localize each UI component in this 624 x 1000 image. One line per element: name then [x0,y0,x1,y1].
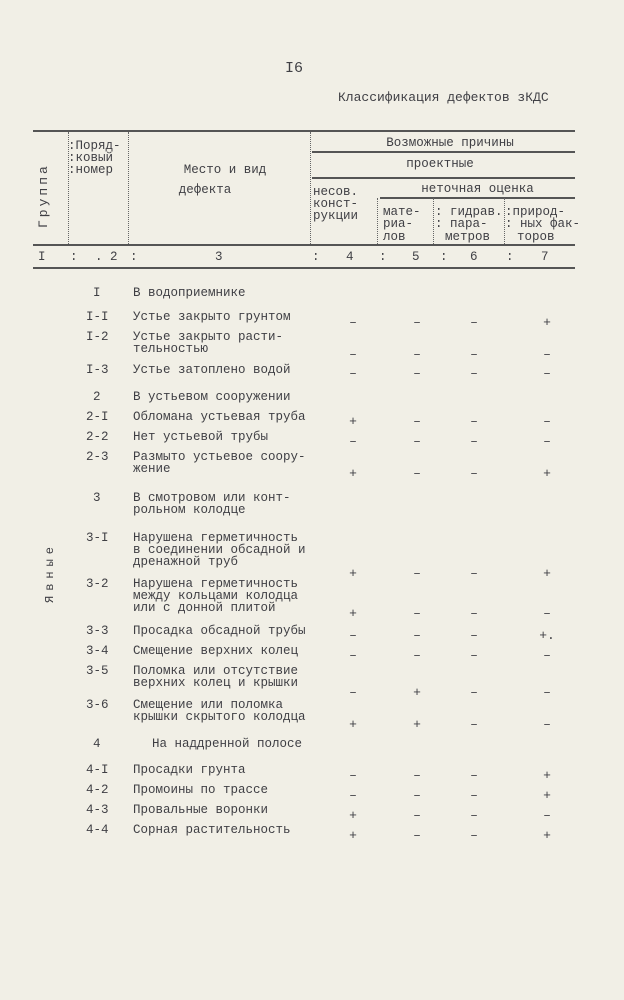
row-number: 3-6 [86,698,109,712]
row-text: Нарушена герметичность [133,577,299,591]
cause-mark: – [470,717,478,732]
cause-mark: + [349,566,357,581]
cause-mark: – [470,466,478,481]
cause-mark: + [349,808,357,823]
cause-mark: – [470,414,478,429]
cause-mark: – [543,606,551,621]
row-text: или с донной плитой [133,601,276,615]
cause-mark: – [470,434,478,449]
colnum-1: I [38,250,46,264]
cause-mark: – [543,434,551,449]
cause-mark: + [543,828,551,843]
cause-mark: – [413,808,421,823]
col-divider-5 [433,198,434,244]
row-number: I [93,286,101,300]
header-top-rule [33,130,575,132]
header-nesov-line1: несов. [313,185,359,199]
cause-mark: + [543,566,551,581]
row-text: На наддренной полосе [152,737,303,751]
page-number: I6 [285,60,304,77]
col-divider-2 [128,132,129,244]
cause-mark: – [349,788,357,803]
row-number: I-I [86,310,109,324]
cause-mark: – [349,685,357,700]
header-num-line1: :Поряд- [68,139,121,153]
header-nesov-line3: рукции [313,209,359,223]
cause-mark: – [470,347,478,362]
cause-mark: – [349,628,357,643]
row-number: I-2 [86,330,109,344]
row-text: Устье затоплено водой [133,363,291,377]
cause-mark: – [413,347,421,362]
row-text: Провальные воронки [133,803,269,817]
cause-mark: – [543,808,551,823]
cause-mark: – [470,808,478,823]
header-possible-causes: Возможные причины [386,136,514,150]
cause-mark: – [349,434,357,449]
row-text: В смотровом или конт- [133,491,291,505]
header-nat-line1: :природ- [505,205,566,219]
col-divider-4 [377,198,378,244]
colnum-6: 6 [470,250,478,264]
header-group: Группа [36,163,51,228]
row-text: Просадка обсадной трубы [133,624,306,638]
cause-mark: – [413,366,421,381]
cause-mark: – [543,717,551,732]
cause-mark: – [470,648,478,663]
cause-mark: +. [539,628,555,643]
cause-mark: + [349,414,357,429]
cause-mark: + [349,717,357,732]
row-text: жение [133,462,171,476]
header-mat-line3: лов [383,230,406,244]
row-text: В водоприемнике [133,286,246,300]
cause-mark: – [349,347,357,362]
row-text: дренажной труб [133,555,239,569]
table-title: Классификация дефектов зКДС [338,90,549,105]
cause-mark: + [349,466,357,481]
row-number: I-3 [86,363,109,377]
row-number: 2 [93,390,101,404]
row-text: Сорная растительность [133,823,291,837]
cause-mark: – [413,414,421,429]
cause-mark: – [543,648,551,663]
cause-mark: – [470,315,478,330]
cause-mark: – [413,788,421,803]
group-side-label: Явные [43,541,57,603]
col-divider-3 [310,132,311,244]
header-hyd-line2: : пара- [435,217,488,231]
cause-mark: – [349,366,357,381]
row-number: 3-3 [86,624,109,638]
row-text: Нарушена герметичность [133,531,299,545]
cause-mark: – [413,606,421,621]
cause-mark: – [413,828,421,843]
row-number: 2-3 [86,450,109,464]
row-number: 4 [93,737,101,751]
header-rule-possible [312,151,575,153]
cause-mark: – [470,685,478,700]
cause-mark: + [413,717,421,732]
row-text: Промоины по трассе [133,783,269,797]
colnum-sep-6: : [506,250,514,264]
cause-mark: – [349,315,357,330]
header-nat-line2: : ных фак- [505,217,581,231]
cause-mark: + [349,828,357,843]
row-number: 3-4 [86,644,109,658]
header-num-line3: :номер [68,163,114,177]
cause-mark: – [543,347,551,362]
row-text: верхних колец и крышки [133,676,299,690]
row-number: 4-4 [86,823,109,837]
colnum-5: 5 [412,250,420,264]
row-number: 3-2 [86,577,109,591]
row-text: Смещение верхних колец [133,644,299,658]
header-rule-inexact [380,197,575,199]
cause-mark: – [470,366,478,381]
cause-mark: – [349,768,357,783]
cause-mark: – [470,628,478,643]
row-text: Устье закрыто грунтом [133,310,291,324]
colnum-7: 7 [541,250,549,264]
cause-mark: – [470,788,478,803]
header-bottom-rule [33,244,575,246]
colnum-4: 4 [346,250,354,264]
colnum-sep-1: : [70,250,78,264]
cause-mark: – [349,648,357,663]
header-mat-line1: мате- [383,205,421,219]
row-text: Просадки грунта [133,763,246,777]
row-text: Смещение или поломка [133,698,284,712]
header-place-line2: дефекта [178,183,232,197]
cause-mark: – [413,768,421,783]
cause-mark: + [543,466,551,481]
row-text: тельностью [133,342,209,356]
row-text: в соединении обсадной и [133,543,306,557]
cause-mark: – [470,606,478,621]
cause-mark: – [413,434,421,449]
header-num-line2: :ковый [68,151,114,165]
row-number: 4-2 [86,783,109,797]
header-rule-design [312,177,575,179]
colnum-rule [33,267,575,269]
row-text: между кольцами колодца [133,589,299,603]
cause-mark: – [543,414,551,429]
row-number: 2-2 [86,430,109,444]
header-design: проектные [406,157,474,171]
cause-mark: + [413,685,421,700]
cause-mark: – [413,466,421,481]
colnum-2: . 2 [95,250,118,264]
row-number: 3 [93,491,101,505]
header-mat-line2: риа- [383,217,414,231]
header-place-line1: Место и вид [183,163,267,177]
cause-mark: – [413,315,421,330]
colnum-sep-3: : [312,250,320,264]
row-number: 3-I [86,531,109,545]
row-text: Поломка или отсутствие [133,664,299,678]
colnum-sep-2: : [130,250,138,264]
cause-mark: – [413,628,421,643]
header-nat-line3: торов [517,230,555,244]
colnum-sep-5: : [440,250,448,264]
header-nesov-line2: конст- [313,197,359,211]
row-text: Нет устьевой трубы [133,430,269,444]
header-inexact: неточная оценка [421,182,534,196]
row-number: 3-5 [86,664,109,678]
row-text: Обломана устьевая труба [133,410,306,424]
cause-mark: – [413,566,421,581]
colnum-sep-4: : [379,250,387,264]
row-text: В устьевом сооружении [133,390,291,404]
row-text: крышки скрытого колодца [133,710,306,724]
cause-mark: + [543,768,551,783]
cause-mark: + [349,606,357,621]
colnum-3: 3 [215,250,223,264]
row-text: рольном колодце [133,503,246,517]
cause-mark: + [543,788,551,803]
cause-mark: – [470,828,478,843]
cause-mark: – [543,366,551,381]
cause-mark: + [543,315,551,330]
header-hyd-line3: метров [445,230,491,244]
row-number: 2-I [86,410,109,424]
header-hyd-line1: : гидрав. [435,205,503,219]
row-number: 4-3 [86,803,109,817]
row-text: Размыто устьевое соору- [133,450,306,464]
row-number: 4-I [86,763,109,777]
row-text: Устье закрыто расти- [133,330,284,344]
cause-mark: – [470,566,478,581]
cause-mark: – [413,648,421,663]
cause-mark: – [470,768,478,783]
cause-mark: – [543,685,551,700]
